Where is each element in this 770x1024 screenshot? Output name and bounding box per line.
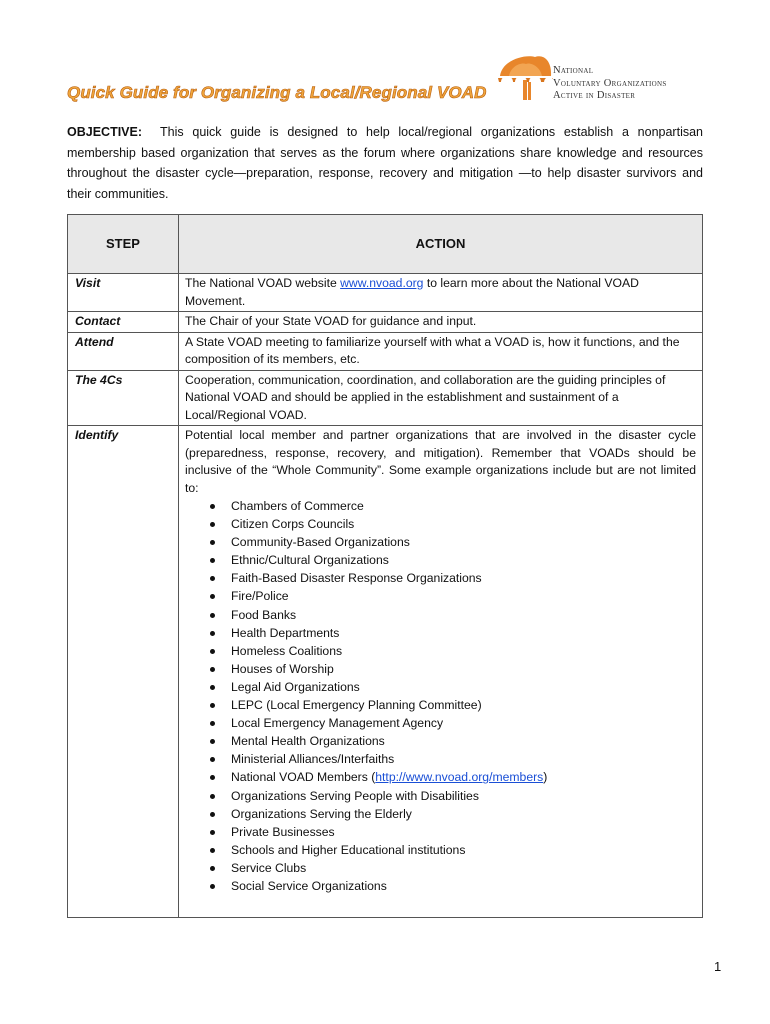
table-row-attend [68,332,703,370]
list-item: Mental Health Organizations [231,732,696,750]
list-item: Health Departments [231,624,696,642]
objective-label: OBJECTIVE: [67,125,143,139]
nvoad-website-link[interactable]: www.nvoad.org [340,276,424,290]
list-item: Local Emergency Management Agency [231,714,696,732]
action-contact: The Chair of your State VOAD for guidance and input. [179,312,703,333]
logo-line-3: Active in Disaster [553,90,636,101]
page-title: Quick Guide for Organizing a Local/Regional VOAD [67,83,487,102]
visit-text-before: The National VOAD website [185,276,341,290]
visit-text-after: to learn more about the National VOAD Movement. [185,276,639,308]
table-row-4cs [68,370,703,426]
list-item: Private Businesses [231,823,696,841]
step-contact: Contact [68,312,179,333]
table-header-row [68,215,703,274]
list-item: Organizations Serving the Elderly [231,805,696,823]
step-4cs: The 4Cs [68,370,179,426]
table-row-contact [68,312,703,333]
logo-line-1: National [553,65,594,76]
list-item: Community-Based Organizations [231,533,696,551]
list-item: Fire/Police [231,587,696,605]
list-item: Schools and Higher Educational institutions [231,841,696,859]
step-visit: Visit [68,274,179,312]
action-identify [179,426,703,918]
logo-wordmark [553,65,667,103]
list-item: Houses of Worship [231,660,696,678]
list-item: LEPC (Local Emergency Planning Committee) [231,696,696,714]
table-row-identify [68,426,703,918]
organization-list [185,497,696,895]
members-link[interactable]: http://www.nvoad.org/members [375,770,544,785]
step-header: STEP [68,215,179,274]
list-item: Ministerial Alliances/Interfaiths [231,750,696,768]
action-4cs: Cooperation, communication, coordination, and collaboration are the guiding principles of National VOAD and should be applied in the establishment and sustainment of a Local/Regional VOAD. [179,370,703,426]
list-item: Legal Aid Organizations [231,678,696,696]
logo-line-2: Voluntary Organizations [553,77,667,89]
page-number: 1 [714,959,722,974]
steps-table [67,214,703,918]
action-visit [179,274,703,312]
objective-text: This quick guide is designed to help local/regional organizations establish a nonpartisan membership based organization that serves as the forum where organizations share knowledge and resources throughout the disaster cycle—preparation, response, recovery and mitigation —to help disaster survivors and their communities. [67,125,703,201]
objective-paragraph [67,122,703,204]
step-identify: Identify [68,426,179,918]
mushroom-umbrella-icon [498,56,554,100]
action-attend: A State VOAD meeting to familiarize yourself with what a VOAD is, how it functions, and the composition of its members, etc. [179,332,703,370]
list-item: Food Banks [231,606,696,624]
members-text-before: National VOAD Members ( [231,770,376,785]
list-item-members [231,768,696,786]
members-text-after: ) [543,770,548,785]
table-row-visit [68,274,703,312]
list-item: Organizations Serving People with Disabilities [231,787,696,805]
list-item: Faith-Based Disaster Response Organizations [231,569,696,587]
list-item: Ethnic/Cultural Organizations [231,551,696,569]
action-header: ACTION [179,215,703,274]
step-attend: Attend [68,332,179,370]
identify-text: Potential local member and partner organizations that are involved in the disaster cycle (preparedness, response, recovery, and mitigation). Remember that VOADs should be inclusive of the “Whole Community”. Some example organizations include but are not limited to: [185,428,696,495]
list-item: Homeless Coalitions [231,642,696,660]
list-item: Chambers of Commerce [231,497,696,515]
list-item: Social Service Organizations [231,877,696,895]
list-item: Service Clubs [231,859,696,877]
list-item: Citizen Corps Councils [231,515,696,533]
